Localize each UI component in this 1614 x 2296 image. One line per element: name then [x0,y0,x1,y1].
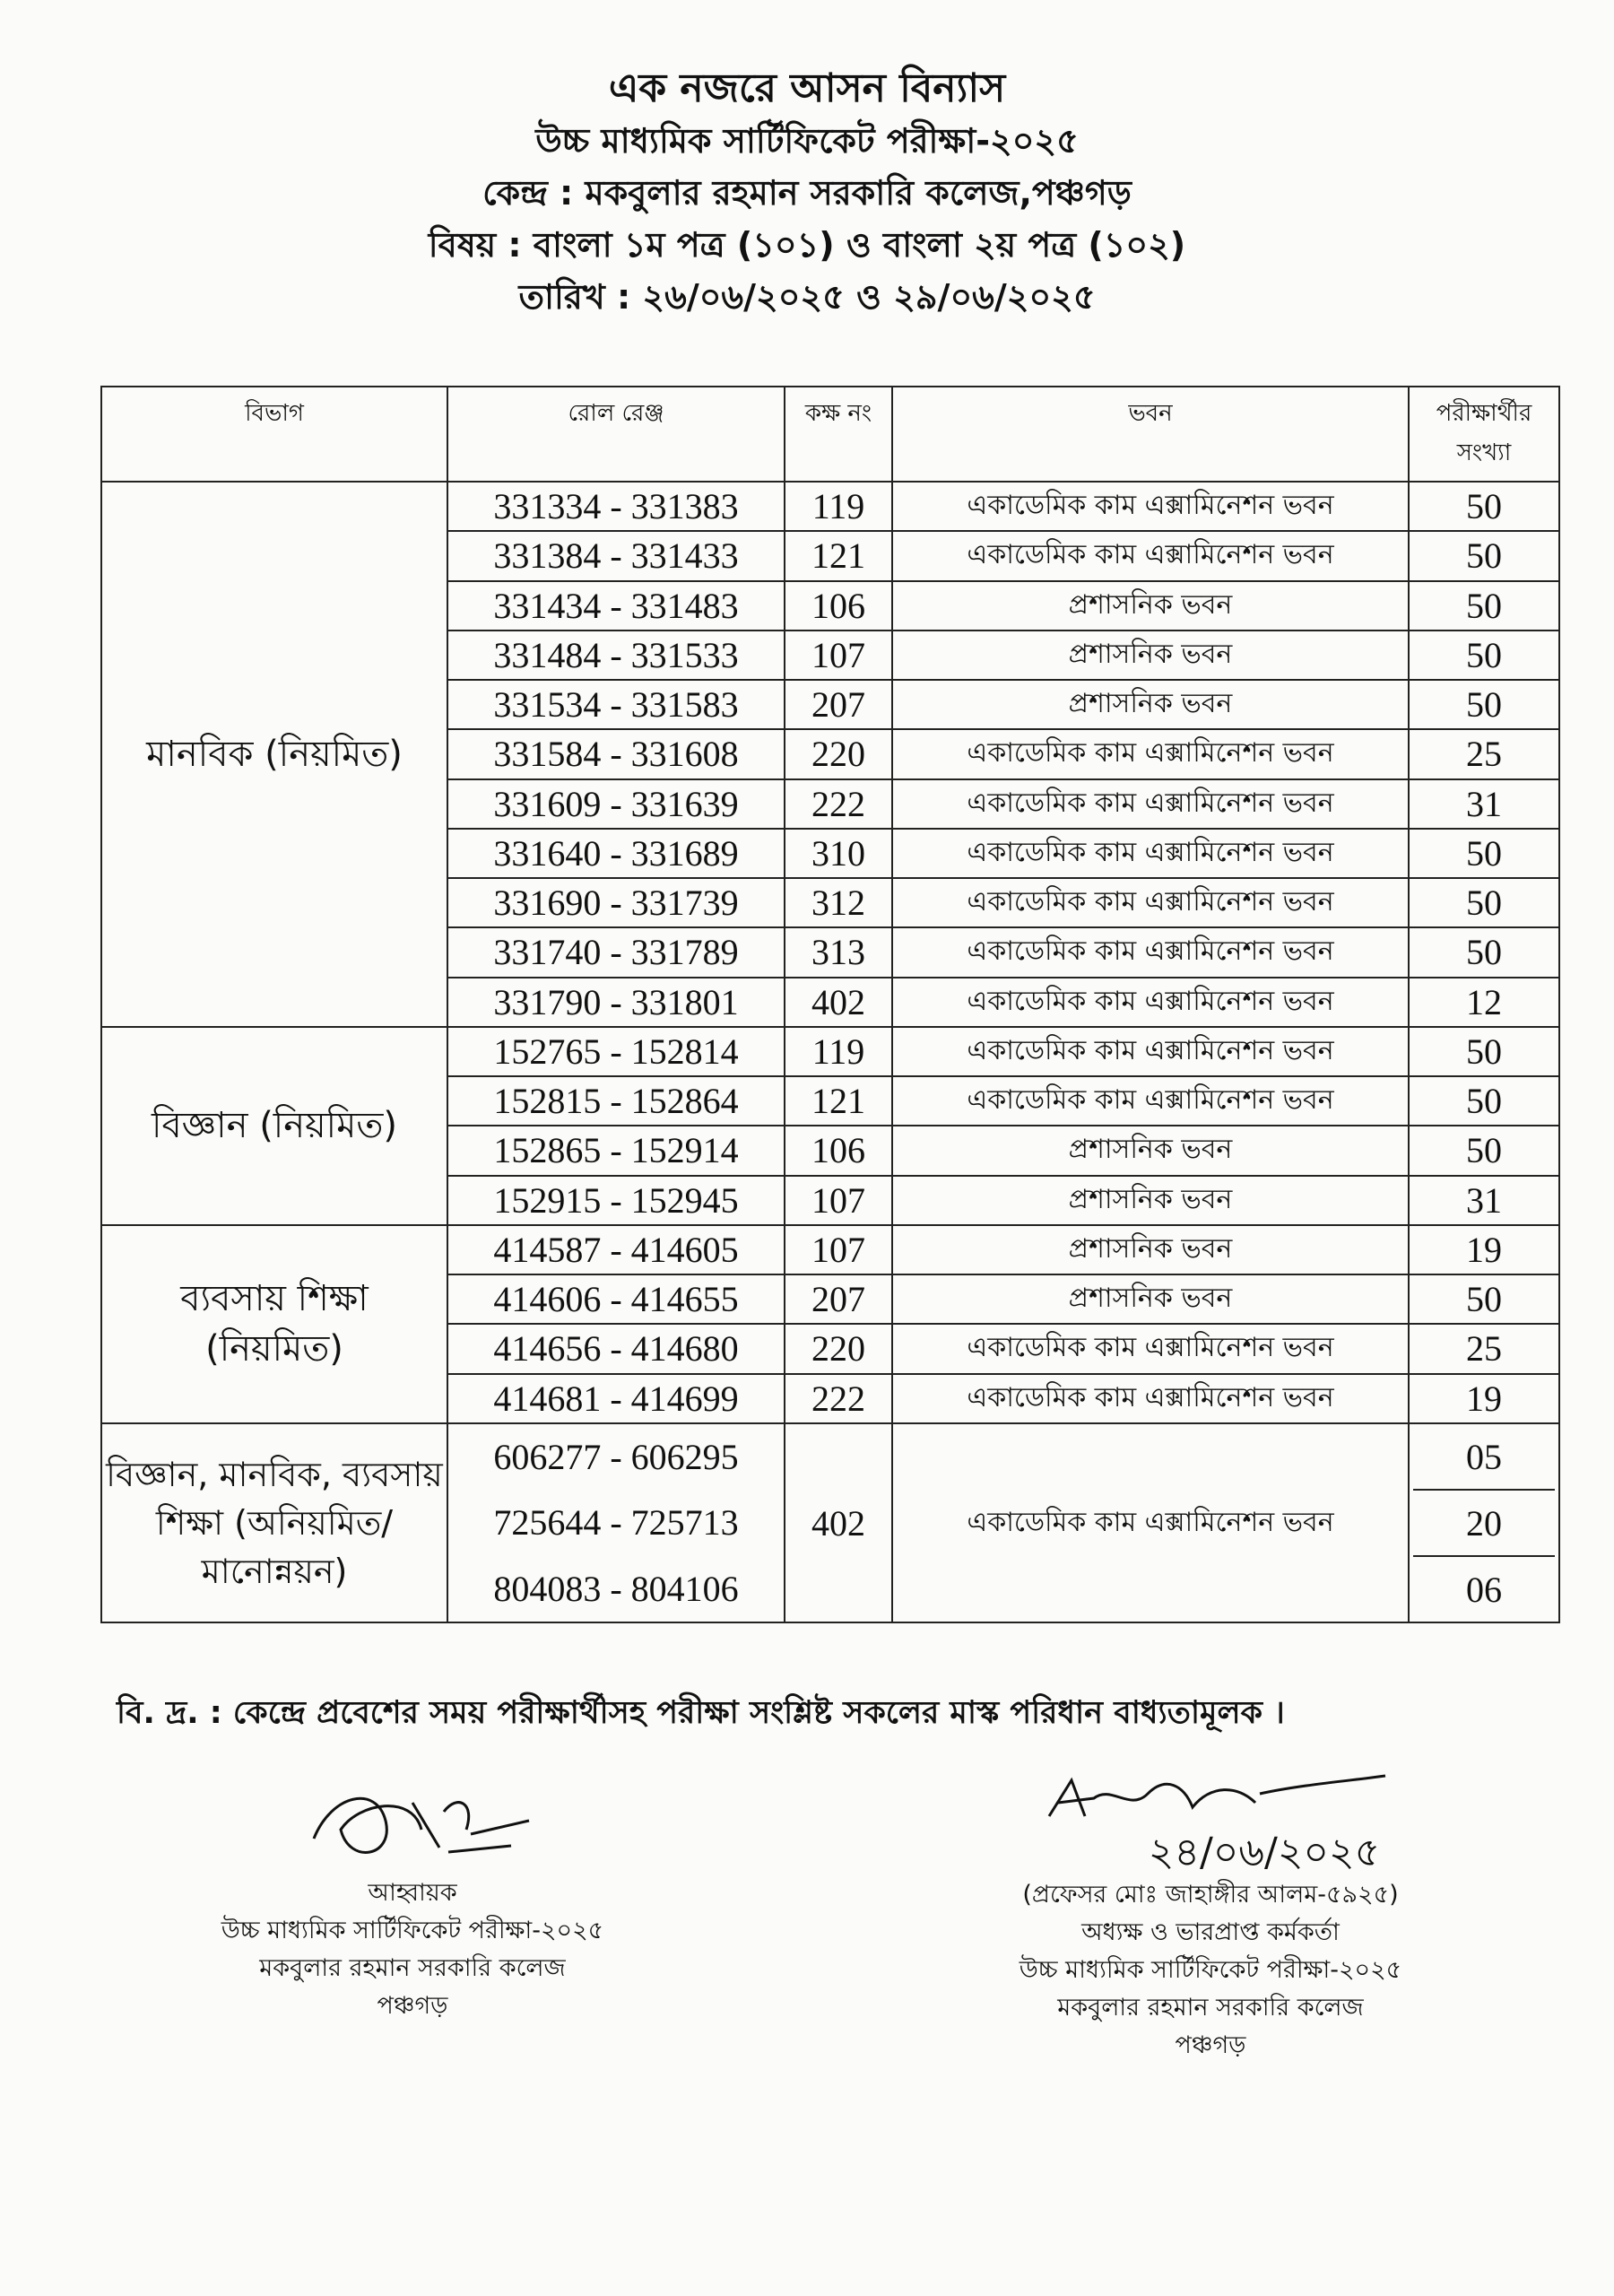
count-cell: 50 [1409,1274,1559,1324]
building-cell: একাডেমিক কাম এক্সামিনেশন ভবন [892,1076,1409,1126]
building-cell: একাডেমিক কাম এক্সামিনেশন ভবন [892,927,1409,977]
roll-range-cell: 331609 - 331639 [447,779,785,829]
roll-range-cell: 152915 - 152945 [447,1176,785,1225]
room-cell: 310 [785,829,892,878]
room-cell: 121 [785,531,892,580]
convener-district: পঞ্চগড় [377,1992,448,2020]
header-department: বিভাগ [101,387,447,482]
principal-role: অধ্যক্ষ ও ভারপ্রাপ্ত কর্মকর্তা [1081,1918,1340,1946]
table-row [101,1225,1559,1274]
count-cell: 50 [1409,531,1559,580]
building-cell: একাডেমিক কাম এক্সামিনেশন ভবন [892,531,1409,580]
exam-date: তারিখ : ২৬/০৬/২০২৫ ও ২৯/০৬/২০২৫ [518,277,1096,317]
building-cell: একাডেমিক কাম এক্সামিনেশন ভবন [892,779,1409,829]
building-cell: একাডেমিক কাম এক্সামিনেশন ভবন [892,829,1409,878]
room-cell: 402 [785,1423,892,1622]
count-cell: 50 [1409,1076,1559,1126]
roll-range-cell: 331484 - 331533 [447,631,785,680]
room-cell: 107 [785,1176,892,1225]
roll-range-item: 804083 - 804106 [493,1568,739,1609]
building-cell: প্রশাসনিক ভবন [892,1176,1409,1225]
room-cell: 222 [785,1374,892,1424]
building-cell: একাডেমিক কাম এক্সামিনেশন ভবন [892,878,1409,927]
count-cell: 50 [1409,878,1559,927]
room-cell: 119 [785,1027,892,1076]
count-item: 06 [1466,1569,1502,1610]
building-cell: একাডেমিক কাম এক্সামিনেশন ভবন [892,1374,1409,1424]
room-cell: 220 [785,729,892,778]
roll-range-cell: 331740 - 331789 [447,927,785,977]
handwritten-signature-right [1031,1767,1390,1830]
roll-range-cell: 331534 - 331583 [447,680,785,729]
count-cell: 25 [1409,1324,1559,1373]
building-cell: একাডেমিক কাম এক্সামিনেশন ভবন [892,1423,1409,1622]
roll-range-item: 725644 - 725713 [493,1502,739,1544]
convener-exam: উচ্চ মাধ্যমিক সার্টিফিকেট পরীক্ষা-২০২৫ [221,1917,604,1944]
signature-convener [161,1767,664,2025]
room-cell: 106 [785,581,892,631]
room-cell: 119 [785,482,892,531]
room-cell: 220 [785,1324,892,1373]
count-cell: 50 [1409,581,1559,631]
department-cell: ব্যবসায় শিক্ষা (নিয়মিত) [101,1225,447,1423]
department-cell: বিজ্ঞান (নিয়মিত) [101,1027,447,1225]
roll-range-cell: 414606 - 414655 [447,1274,785,1324]
count-cell: 19 [1409,1225,1559,1274]
roll-range-cell: 152765 - 152814 [447,1027,785,1076]
department-cell: মানবিক (নিয়মিত) [101,482,447,1027]
roll-range-cell: 331690 - 331739 [447,878,785,927]
table-row [101,1027,1559,1076]
count-cell: 50 [1409,927,1559,977]
building-cell: প্রশাসনিক ভবন [892,581,1409,631]
principal-name: (প্রফেসর মোঃ জাহাঙ্গীর আলম-৫৯২৫) [1022,1881,1399,1909]
document-header [0,63,1614,323]
count-cell: 50 [1409,631,1559,680]
count-item: 05 [1413,1424,1555,1491]
department-cell: বিজ্ঞান, মানবিক, ব্যবসায় শিক্ষা (অনিয়মিত/মানোন্নয়ন) [101,1423,447,1622]
room-cell: 222 [785,779,892,829]
count-cell: 50 [1409,482,1559,531]
header-examinee-count: পরীক্ষার্থীর সংখ্যা [1409,387,1559,482]
seat-plan-body [101,482,1559,1622]
roll-range-cell: 331584 - 331608 [447,729,785,778]
room-cell: 312 [785,878,892,927]
room-cell: 106 [785,1126,892,1175]
signature-principal [941,1767,1480,2065]
exam-center: কেন্দ্র : মকবুলার রহমান সরকারি কলেজ,পঞ্চগড় [482,173,1132,213]
count-cell: 50 [1409,680,1559,729]
principal-college: মকবুলার রহমান সরকারি কলেজ [1057,1994,1364,2022]
roll-range-cell: 414681 - 414699 [447,1374,785,1424]
roll-range-cell: 331384 - 331433 [447,531,785,580]
roll-range-cell: 414656 - 414680 [447,1324,785,1373]
count-cell: 12 [1409,978,1559,1027]
footnote: বি. দ্র. : কেন্দ্রে প্রবেশের সময় পরীক্ষার্থীসহ পরীক্ষা সংশ্লিষ্ট সকলের মাস্ক পরিধান বাধ্যতামূলক । [117,1695,1285,1731]
building-cell: একাডেমিক কাম এক্সামিনেশন ভবন [892,1027,1409,1076]
room-cell: 207 [785,680,892,729]
count-cell: 50 [1409,1126,1559,1175]
building-cell: একাডেমিক কাম এক্সামিনেশন ভবন [892,729,1409,778]
roll-range-cell: 414587 - 414605 [447,1225,785,1274]
table-header-row [101,387,1559,482]
building-cell: একাডেমিক কাম এক্সামিনেশন ভবন [892,482,1409,531]
room-cell: 121 [785,1076,892,1126]
roll-range-cell: 331334 - 331383 [447,482,785,531]
room-cell: 402 [785,978,892,1027]
count-item: 20 [1413,1491,1555,1557]
room-cell: 207 [785,1274,892,1324]
handwritten-date: ২৪/০৬/২০২৫ [1148,1830,1381,1875]
building-cell: একাডেমিক কাম এক্সামিনেশন ভবন [892,1324,1409,1373]
convener-college: মকবুলার রহমান সরকারি কলেজ [259,1954,566,1982]
roll-range-cell: 152815 - 152864 [447,1076,785,1126]
header-roll-range: রোল রেঞ্জ [447,387,785,482]
roll-range-cell [447,1423,785,1622]
header-room-no: কক্ষ নং [785,387,892,482]
table-row-irregular [101,1423,1559,1622]
exam-name: উচ্চ মাধ্যমিক সার্টিফিকেট পরীক্ষা-২০২৫ [535,121,1079,161]
count-cell: 19 [1409,1374,1559,1424]
document-title: এক নজরে আসন বিন্যাস [608,65,1006,111]
roll-range-cell: 331434 - 331483 [447,581,785,631]
count-cell: 31 [1409,1176,1559,1225]
room-cell: 107 [785,631,892,680]
seat-plan-table [100,386,1560,1623]
building-cell: প্রশাসনিক ভবন [892,680,1409,729]
roll-range-item: 606277 - 606295 [493,1437,739,1478]
handwritten-signature-left [278,1767,547,1874]
count-cell: 25 [1409,729,1559,778]
count-cell: 50 [1409,1027,1559,1076]
room-cell: 107 [785,1225,892,1274]
building-cell: একাডেমিক কাম এক্সামিনেশন ভবন [892,978,1409,1027]
roll-range-cell: 152865 - 152914 [447,1126,785,1175]
building-cell: প্রশাসনিক ভবন [892,1274,1409,1324]
roll-range-cell: 331640 - 331689 [447,829,785,878]
header-building: ভবন [892,387,1409,482]
convener-role: আহ্বায়ক [368,1879,457,1907]
room-cell: 313 [785,927,892,977]
table-row [101,482,1559,531]
principal-exam: উচ্চ মাধ্যমিক সার্টিফিকেট পরীক্ষা-২০২৫ [1019,1956,1402,1984]
roll-range-cell: 331790 - 331801 [447,978,785,1027]
building-cell: প্রশাসনিক ভবন [892,1225,1409,1274]
count-cell: 31 [1409,779,1559,829]
building-cell: প্রশাসনিক ভবন [892,631,1409,680]
count-cell [1409,1423,1559,1622]
count-cell: 50 [1409,829,1559,878]
building-cell: প্রশাসনিক ভবন [892,1126,1409,1175]
exam-subject: বিষয় : বাংলা ১ম পত্র (১০১) ও বাংলা ২য় পত্র (১০২) [428,225,1186,265]
principal-district: পঞ্চগড় [1175,2031,1246,2059]
